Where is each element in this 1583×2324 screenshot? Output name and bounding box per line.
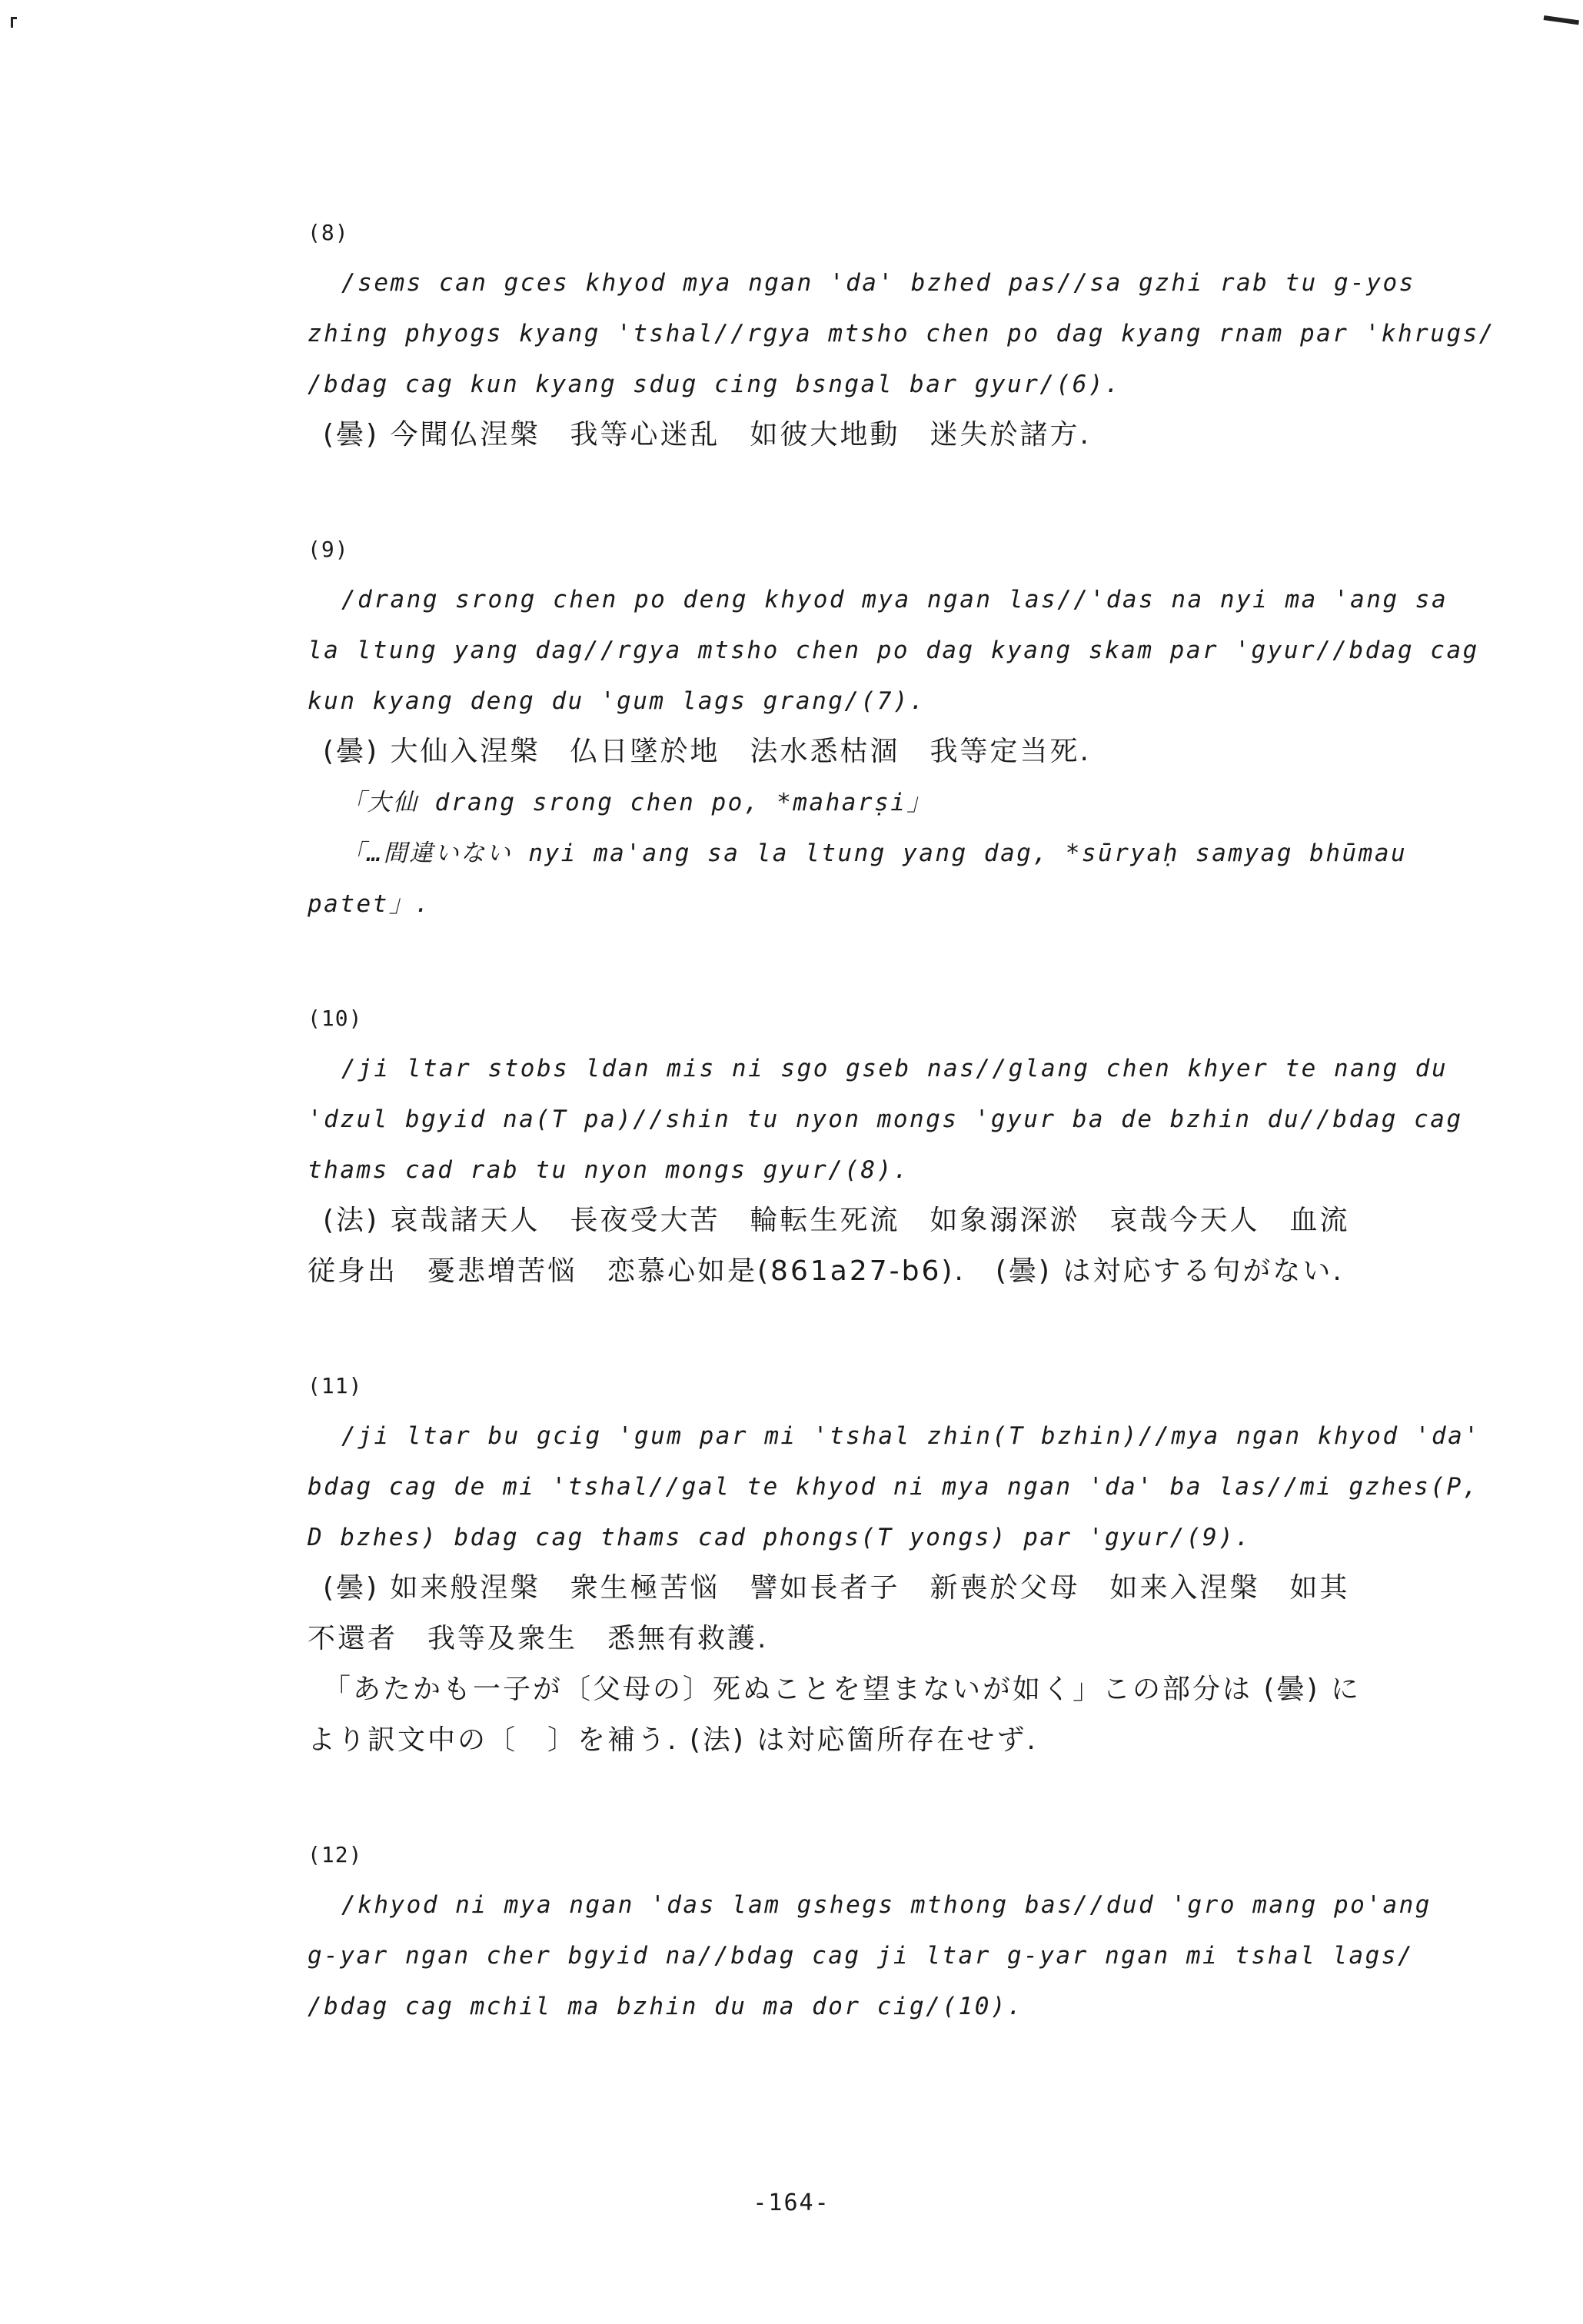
tibetan-line: bdag cag de mi 'tshal//gal te khyod ni mya ngan 'da' ba las//mi gzhes(P, — [308, 1473, 1479, 1501]
tibetan-line: zhing phyogs kyang 'tshal//rgya mtsho chen po dag kyang rnam par 'khrugs/ — [308, 320, 1495, 347]
tibetan-line: /ji ltar bu gcig 'gum par mi 'tshal zhin(T bzhin)//mya ngan khyod 'da' — [341, 1422, 1481, 1450]
note-number: (9) — [308, 537, 349, 562]
chinese-parallel-line: (曇) 大仙入涅槃 仏日墜於地 法水悉枯涸 我等定当死. — [323, 736, 1091, 767]
commentary-line: 「あたかも一子が〔父母の〕死ぬことを望まないが如く」この部分は (曇) に — [323, 1674, 1361, 1705]
corner-mark-top-left — [11, 17, 13, 28]
note-12 — [308, 1840, 1507, 2032]
tibetan-line: /khyod ni mya ngan 'das lam gshegs mthong bas//dud 'gro mang po'ang — [341, 1891, 1432, 1919]
chinese-parallel-line: (法) 哀哉諸天人 長夜受大苦 輪転生死流 如象溺深淤 哀哉今天人 血流 — [323, 1205, 1350, 1236]
tibetan-line: thams cad rab tu nyon mongs gyur/(8). — [308, 1156, 910, 1184]
corner-mark-top-right — [1544, 15, 1579, 25]
tibetan-line: g-yar ngan cher bgyid na//bdag cag ji ltar g-yar ngan mi tshal lags/ — [308, 1942, 1415, 1970]
tibetan-line: kun kyang deng du 'gum lags grang/(7). — [308, 687, 926, 715]
gloss-line: patet」. — [308, 890, 431, 918]
note-11 — [308, 1371, 1507, 1766]
note-8 — [308, 218, 1507, 460]
tibetan-line: /ji ltar stobs ldan mis ni sgo gseb nas//glang chen khyer te nang du — [341, 1055, 1448, 1082]
chinese-parallel-line: 不還者 我等及衆生 悉無有救護. — [308, 1623, 769, 1654]
gloss-line: 「…間違いない nyi ma'ang sa la ltung yang dag, *sūryaḥ samyag bhūmau — [341, 839, 1408, 867]
tibetan-line: la ltung yang dag//rgya mtsho chen po dag kyang skam par 'gyur//bdag cag — [308, 637, 1479, 664]
gloss-line: 「大仙 drang srong chen po, *maharṣi」 — [341, 789, 933, 816]
note-number: (10) — [308, 1006, 363, 1031]
chinese-parallel-line: (曇) 今聞仏涅槃 我等心迷乱 如彼大地動 迷失於諸方. — [323, 419, 1091, 451]
tibetan-line: /bdag cag kun kyang sdug cing bsngal bar gyur/(6). — [308, 371, 1122, 398]
page-number: -164- — [753, 2189, 830, 2216]
page-body — [308, 218, 1507, 2106]
tibetan-line: 'dzul bgyid na(T pa)//shin tu nyon mongs 'gyur ba de bzhin du//bdag cag — [308, 1105, 1463, 1133]
tibetan-line: D bzhes) bdag cag thams cad phongs(T yongs) par 'gyur/(9). — [308, 1524, 1252, 1551]
commentary-line: より訳文中の〔 〕を補う. (法) は対応箇所存在せず. — [308, 1724, 1038, 1756]
tibetan-line: /bdag cag mchil ma bzhin du ma dor cig/(10). — [308, 1993, 1024, 2020]
note-10 — [308, 1003, 1507, 1297]
note-number: (11) — [308, 1373, 363, 1398]
note-number: (8) — [308, 220, 349, 245]
tibetan-line: /sems can gces khyod mya ngan 'da' bzhed pas//sa gzhi rab tu g-yos — [341, 269, 1415, 297]
tibetan-line: /drang srong chen po deng khyod mya ngan las//'das na nyi ma 'ang sa — [341, 586, 1448, 613]
note-9 — [308, 534, 1507, 929]
chinese-parallel-line: 従身出 憂悲増苦悩 恋慕心如是(861a27-b6). (曇) は対応する句がない. — [308, 1255, 1344, 1287]
note-number: (12) — [308, 1842, 363, 1867]
chinese-parallel-line: (曇) 如来般涅槃 衆生極苦悩 譬如長者子 新喪於父母 如来入涅槃 如其 — [323, 1572, 1350, 1604]
